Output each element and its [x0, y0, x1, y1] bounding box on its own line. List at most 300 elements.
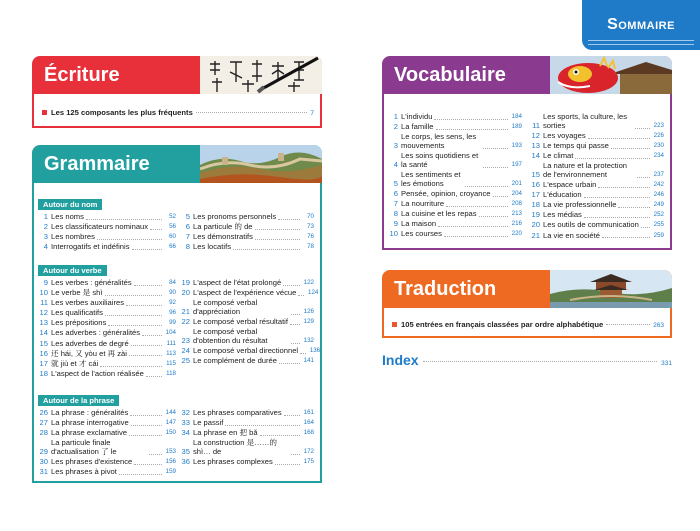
entry-page: 246: [653, 191, 664, 199]
section-tag-autour-du-verbe: [38, 265, 107, 276]
section-label: Autour du nom: [43, 200, 98, 209]
entry-text: Le composé verbal résultatif: [193, 317, 288, 327]
dot-leader: [150, 229, 162, 230]
entry-num: 10: [39, 288, 48, 298]
dot-leader: [131, 345, 162, 346]
entry-page: 56: [169, 223, 176, 231]
entry-page: 220: [511, 230, 522, 238]
entry-page: 255: [653, 221, 664, 229]
entry-num: 4: [43, 242, 48, 252]
entry-num: 9: [43, 278, 48, 287]
index-page: 331: [661, 360, 672, 367]
dot-leader: [134, 285, 162, 286]
entry-page: 164: [303, 419, 314, 427]
entry-num: 14: [39, 328, 48, 338]
dot-leader: [278, 219, 300, 220]
dot-leader: [479, 216, 508, 217]
toc-entry[interactable]: [528, 113, 664, 131]
dot-leader: [290, 324, 300, 325]
entry-page: 216: [511, 220, 522, 228]
entry-text: Les soins quotidiens et la santé: [401, 151, 479, 169]
dot-leader: [146, 376, 162, 377]
bullet-icon: [392, 322, 397, 327]
entry-page: 111: [166, 339, 176, 347]
entry-num: 30: [39, 457, 48, 467]
entry-num: 17: [531, 190, 540, 200]
ecriture-entry[interactable]: [42, 108, 314, 117]
entry-num: 24: [181, 346, 190, 356]
entry-text: Les voyages: [543, 130, 586, 140]
entry-page: 96: [169, 309, 176, 317]
toc-entry[interactable]: [36, 439, 176, 457]
toc-entry[interactable]: [386, 220, 522, 229]
dot-leader: [423, 361, 658, 362]
entry-text: Les courses: [401, 229, 442, 239]
toc-entry[interactable]: [36, 329, 176, 338]
entry-page: 234: [653, 152, 664, 160]
grammaire-col-right: [178, 278, 321, 367]
entry-page: 175: [303, 458, 314, 466]
entry-num: 16: [39, 348, 48, 358]
dot-leader: [97, 239, 162, 240]
entry-page: 263: [653, 322, 664, 329]
entry-page: 7: [310, 110, 314, 117]
toc-entry[interactable]: [178, 409, 314, 418]
entry-num: 31: [39, 467, 48, 477]
entry-text: Les qualificatifs: [51, 308, 103, 318]
entry-num: 32: [181, 408, 190, 417]
entry-num: 12: [531, 130, 540, 140]
toc-entry[interactable]: [36, 223, 176, 232]
dot-leader: [105, 295, 163, 296]
toc-entry[interactable]: [178, 328, 314, 346]
entry-text: Les verbes auxiliaires: [51, 298, 125, 308]
index-entry[interactable]: [382, 352, 672, 368]
toc-entry[interactable]: [386, 190, 522, 199]
grammaire-col-left: [36, 409, 176, 478]
toc-entry[interactable]: [178, 299, 314, 317]
toc-entry[interactable]: [386, 113, 522, 122]
entry-page: 70: [307, 213, 314, 220]
dot-leader: [436, 129, 509, 130]
toc-entry[interactable]: [386, 123, 522, 132]
entry-text: La vie professionnelle: [543, 200, 617, 210]
entry-num: 36: [181, 457, 190, 467]
toc-entry[interactable]: [36, 419, 176, 428]
entry-page: 249: [653, 201, 664, 209]
toc-entry[interactable]: [36, 340, 176, 349]
entry-text: Les sports, la culture, les sorties: [543, 112, 627, 130]
section-label: Autour du verbe: [43, 266, 102, 275]
toc-entry[interactable]: [528, 232, 664, 241]
entry-text: La famille: [401, 122, 434, 132]
dot-leader: [618, 207, 650, 208]
entry-text: Les pronoms personnels: [193, 212, 277, 221]
toc-entry[interactable]: [528, 162, 664, 180]
entry-num: 17: [39, 358, 48, 368]
dot-leader: [300, 353, 306, 354]
sommaire-tab: [582, 0, 700, 50]
entry-num: 27: [39, 418, 48, 428]
dot-leader: [149, 454, 162, 455]
dot-leader: [233, 249, 300, 250]
entry-text: 105 entrées en français classées par ordre alphabétique: [401, 320, 604, 329]
entry-page: 204: [511, 189, 522, 197]
toc-entry[interactable]: [36, 309, 176, 318]
toc-entry[interactable]: [178, 288, 319, 298]
toc-entry[interactable]: [36, 279, 176, 288]
entry-num: 16: [531, 180, 540, 190]
entry-text: Le composé verbal d'obtention du résultat: [193, 327, 268, 345]
entry-page: 115: [166, 359, 176, 367]
ecriture-title: Écriture: [44, 63, 120, 86]
entry-num: 5: [393, 178, 398, 188]
dot-leader: [119, 474, 162, 475]
dot-leader: [602, 237, 650, 238]
entry-page: 237: [653, 170, 664, 178]
dot-leader: [260, 435, 300, 436]
entry-text: Les classificateurs nominaux: [51, 222, 149, 232]
toc-entry[interactable]: [36, 458, 176, 467]
entry-page: 159: [165, 468, 176, 476]
toc-entry[interactable]: [528, 201, 664, 210]
toc-entry[interactable]: [386, 200, 522, 209]
toc-entry[interactable]: [36, 299, 176, 308]
entry-text: Les phrases complexes: [193, 457, 273, 467]
entry-page: 184: [511, 113, 522, 120]
entry-num: 18: [39, 368, 48, 378]
toc-entry[interactable]: [178, 419, 314, 428]
toc-entry[interactable]: [36, 213, 176, 222]
entry-text: Les sentiments et les émotions: [401, 169, 461, 188]
toc-entry[interactable]: [178, 279, 314, 288]
entry-num: 15: [39, 338, 48, 348]
toc-entry[interactable]: [178, 357, 314, 366]
dot-leader: [434, 119, 508, 120]
entry-page: 226: [653, 131, 664, 139]
dot-leader: [606, 324, 650, 325]
entry-num: 3: [43, 232, 48, 242]
entry-text: Le climat: [543, 151, 574, 161]
entry-text: Les médias: [543, 210, 582, 220]
great-wall-photo: [200, 145, 322, 183]
dot-leader: [493, 196, 509, 197]
grammaire-col-left: [36, 213, 176, 253]
entry-page: 122: [303, 279, 314, 286]
pagoda-photo: [550, 270, 672, 308]
entry-text: Les verbes : généralités: [51, 278, 132, 287]
entry-page: 242: [653, 181, 664, 189]
dot-leader: [105, 315, 162, 316]
sommaire-label: Sommaire: [607, 16, 675, 33]
grammaire-col-right: [178, 409, 314, 468]
section-tag-autour-du-nom: [38, 199, 102, 210]
dot-leader: [126, 305, 162, 306]
vocabulaire-title: Vocabulaire: [394, 63, 506, 86]
toc-entry[interactable]: [36, 409, 176, 418]
dot-leader: [584, 197, 650, 198]
entry-text: L'aspect de l'état prolongé: [193, 278, 282, 287]
vocabulaire-header: [382, 56, 672, 94]
entry-text: Les adverbes de degré: [51, 338, 129, 348]
entry-text: Le verbe 是 shì: [51, 288, 103, 298]
index-label: Index: [382, 352, 419, 368]
dot-leader: [108, 325, 162, 326]
entry-num: 11: [532, 120, 540, 130]
toc-entry[interactable]: [528, 142, 664, 151]
entry-text: La nature et la protection de l'environnement: [543, 161, 628, 179]
entry-text: La phrase interrogative: [51, 418, 129, 428]
entry-num: 34: [181, 428, 190, 438]
toc-entry[interactable]: [178, 243, 314, 252]
toc-entry[interactable]: [178, 233, 314, 242]
entry-num: 11: [40, 298, 48, 308]
entry-page: 153: [165, 448, 176, 456]
entry-text: La phrase : généralités: [51, 408, 129, 417]
entry-page: 168: [303, 429, 314, 437]
entry-text: Pensée, opinion, croyance: [401, 188, 491, 198]
dot-leader: [611, 148, 650, 149]
entry-num: 33: [181, 418, 190, 428]
entry-page: 223: [653, 121, 664, 129]
dot-leader: [142, 335, 162, 336]
toc-entry[interactable]: [36, 468, 176, 477]
entry-text: Les phrases à pivot: [51, 467, 117, 477]
toc-entry[interactable]: [528, 211, 664, 220]
entry-page: 141: [303, 357, 314, 365]
entry-page: 197: [511, 160, 522, 168]
entry-num: 22: [181, 317, 190, 327]
traduction-entry[interactable]: [392, 320, 664, 329]
toc-entry[interactable]: [178, 223, 314, 232]
entry-page: 84: [169, 279, 176, 286]
dot-leader: [465, 186, 508, 187]
toc-entry[interactable]: [528, 152, 664, 161]
toc-entry[interactable]: [36, 319, 176, 328]
entry-num: 18: [531, 200, 540, 210]
dot-leader: [444, 236, 508, 237]
dot-leader: [483, 148, 508, 149]
traduction-header: [382, 270, 672, 308]
entry-num: 20: [531, 220, 540, 230]
entry-page: 208: [511, 199, 522, 207]
entry-page: 92: [169, 299, 176, 307]
toc-entry[interactable]: [386, 230, 522, 239]
vocabulaire-col-left: [386, 113, 522, 240]
section-tag-autour-de-la-phrase: [38, 395, 119, 406]
entry-text: Les prépositions: [51, 318, 107, 328]
entry-text: L'individu: [401, 112, 433, 121]
grammaire-title: Grammaire: [44, 152, 150, 175]
dot-leader: [255, 239, 300, 240]
entry-page: 60: [169, 233, 176, 241]
entry-num: 2: [43, 222, 48, 232]
entry-num: 8: [393, 209, 398, 219]
toc-entry[interactable]: [36, 243, 176, 252]
toc-entry[interactable]: [36, 370, 176, 379]
entry-num: 13: [39, 318, 48, 328]
entry-text: La nourriture: [401, 198, 445, 208]
toc-entry[interactable]: [178, 439, 314, 457]
entry-page: 78: [307, 243, 314, 251]
entry-page: 150: [165, 429, 176, 437]
toc-entry[interactable]: [528, 191, 664, 200]
dot-leader: [483, 167, 508, 168]
toc-entry[interactable]: [386, 133, 522, 151]
dot-leader: [100, 366, 162, 367]
entry-num: 19: [181, 278, 190, 287]
dot-leader: [225, 425, 300, 426]
entry-text: Les phrases comparatives: [193, 408, 282, 417]
entry-num: 20: [181, 288, 190, 298]
dot-leader: [291, 454, 300, 455]
dot-leader: [132, 249, 162, 250]
entry-text: Les démonstratifs: [193, 232, 253, 242]
entry-page: 144: [165, 409, 176, 416]
dot-leader: [298, 295, 304, 296]
toc-entry[interactable]: [36, 360, 176, 369]
entry-page: 189: [511, 123, 522, 131]
entry-page: 259: [653, 231, 664, 239]
entry-text: L'aspect de l'expérience vécue: [193, 288, 297, 298]
toc-entry[interactable]: [528, 132, 664, 141]
entry-page: 147: [165, 419, 176, 427]
toc-entry[interactable]: [386, 171, 522, 189]
dot-leader: [131, 425, 162, 426]
entry-text: Les adverbes : généralités: [51, 328, 141, 338]
entry-text: Les phrases d'existence: [51, 457, 133, 467]
entry-text: La vie en société: [543, 230, 600, 240]
toc-entry[interactable]: [36, 289, 176, 298]
dot-leader: [637, 177, 650, 178]
dot-leader: [255, 229, 300, 230]
dot-leader: [588, 138, 650, 139]
entry-text: 就 jiù et 才 cái: [51, 358, 99, 368]
entry-text: Le passif: [193, 418, 224, 428]
entry-num: 7: [393, 198, 398, 208]
entry-num: 23: [181, 335, 190, 345]
toc-entry[interactable]: [36, 350, 176, 359]
entry-text: La maison: [401, 219, 437, 229]
toc-entry[interactable]: [178, 318, 314, 327]
entry-num: 13: [531, 140, 540, 150]
dot-leader: [279, 363, 300, 364]
entry-num: 28: [39, 428, 48, 438]
toc-entry[interactable]: [178, 213, 314, 222]
dot-leader: [130, 415, 162, 416]
toc-entry[interactable]: [178, 458, 314, 467]
entry-page: 66: [169, 243, 176, 251]
entry-num: 29: [39, 447, 48, 457]
toc-entry[interactable]: [528, 221, 664, 230]
dot-leader: [134, 464, 162, 465]
entry-num: 14: [531, 151, 540, 161]
entry-page: 126: [303, 307, 314, 315]
entry-num: 10: [389, 229, 398, 239]
grammaire-header: [32, 145, 322, 183]
entry-text: La particule 的 de: [193, 222, 253, 232]
dot-leader: [641, 227, 650, 228]
entry-page: 113: [166, 349, 176, 357]
entry-text: Les noms: [51, 212, 84, 221]
entry-text: L'éducation: [543, 190, 582, 200]
entry-page: 230: [653, 141, 664, 149]
dot-leader: [291, 343, 300, 344]
entry-page: 172: [303, 448, 314, 456]
entry-text: La cuisine et les repas: [401, 209, 477, 219]
entry-num: 8: [185, 242, 190, 252]
entry-text: La phrase en 把 bǎ: [193, 428, 258, 438]
entry-num: 12: [39, 308, 48, 318]
entry-page: 161: [303, 409, 314, 416]
toc-entry[interactable]: [178, 346, 321, 356]
toc-entry[interactable]: [36, 429, 176, 438]
entry-page: 193: [511, 141, 522, 149]
entry-text: La construction 是……的 shì… de: [193, 438, 277, 457]
dot-leader: [635, 128, 650, 129]
toc-entry[interactable]: [36, 233, 176, 242]
traduction-title: Traduction: [394, 277, 497, 300]
entry-num: 2: [393, 122, 398, 132]
toc-entry[interactable]: [178, 429, 314, 438]
dot-leader: [438, 226, 508, 227]
entry-num: 21: [531, 230, 540, 240]
entry-num: 1: [43, 212, 48, 221]
entry-page: 52: [169, 213, 176, 220]
entry-num: 26: [39, 408, 48, 417]
entry-text: La phrase exclamative: [51, 428, 127, 438]
entry-page: 213: [511, 210, 522, 218]
section-label: Autour de la phrase: [43, 396, 115, 405]
entry-num: 7: [185, 232, 190, 242]
ecriture-header: [32, 56, 322, 94]
dot-leader: [86, 219, 162, 220]
entry-text: L'aspect de l'action réalisée: [51, 368, 144, 378]
entry-text: Le composé verbal d'appréciation: [193, 298, 258, 316]
entry-text: Le composé verbal directionnel: [193, 346, 299, 356]
bullet-icon: [42, 110, 47, 115]
vocabulaire-col-right: [528, 113, 664, 242]
entry-page: 118: [166, 369, 176, 377]
entry-page: 104: [165, 329, 176, 337]
dot-leader: [446, 206, 508, 207]
dot-leader: [291, 314, 300, 315]
grammaire-col-right: [178, 213, 314, 253]
dot-leader: [584, 217, 650, 218]
entry-text: Les locatifs: [193, 242, 231, 252]
entry-page: 129: [303, 318, 314, 326]
dot-leader: [129, 355, 162, 356]
entry-text: Le corps, les sens, les mouvements: [401, 132, 477, 150]
entry-num: 6: [393, 188, 398, 198]
toc-entry[interactable]: [528, 181, 664, 190]
entry-text: Les outils de communication: [543, 220, 639, 230]
toc-entry[interactable]: [386, 152, 522, 170]
entry-page: 136: [309, 347, 321, 355]
toc-entry[interactable]: [386, 210, 522, 219]
entry-text: Le temps qui passe: [543, 140, 609, 150]
dot-leader: [275, 464, 300, 465]
calligraphy-photo: [200, 56, 322, 94]
dot-leader: [284, 415, 300, 416]
dot-leader: [283, 285, 300, 286]
entry-num: 4: [393, 159, 398, 169]
entry-num: 19: [531, 210, 540, 220]
entry-text: Les 125 composants les plus fréquents: [51, 108, 193, 117]
entry-num: 35: [181, 447, 190, 457]
entry-num: 6: [185, 222, 190, 232]
dot-leader: [196, 112, 308, 113]
